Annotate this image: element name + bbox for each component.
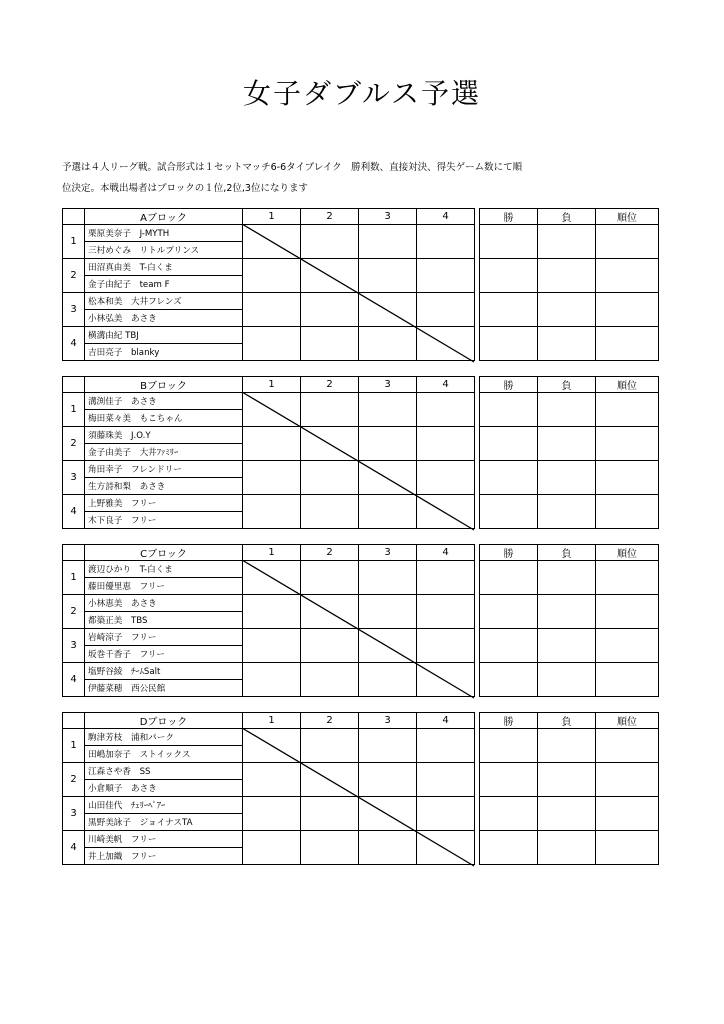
- player-name: 井上加織 フリー: [85, 848, 243, 865]
- header-blank: [63, 377, 85, 393]
- match-cell-4: [417, 259, 475, 293]
- rank-cell: [596, 663, 659, 697]
- header-match-2: 2: [301, 713, 359, 729]
- match-cell-4: [417, 663, 475, 697]
- match-cell-1: [243, 797, 301, 831]
- match-cell-1: [243, 427, 301, 461]
- header-match-1: 1: [243, 545, 301, 561]
- header-match-2: 2: [301, 209, 359, 225]
- match-cell-4: [417, 797, 475, 831]
- match-cell-3: [359, 461, 417, 495]
- team-number: 2: [63, 427, 85, 461]
- match-cell-4: [417, 327, 475, 361]
- losses-cell: [538, 427, 596, 461]
- header-match-2: 2: [301, 545, 359, 561]
- table-row: [63, 663, 659, 680]
- match-cell-3: [359, 259, 417, 293]
- match-cell-3: [359, 561, 417, 595]
- table-row: [63, 629, 659, 646]
- wins-cell: [480, 729, 538, 763]
- player-name: 藤田優里恵 フリー: [85, 578, 243, 595]
- league-table-block-3: [62, 544, 659, 697]
- block-name: Aブロック: [85, 209, 243, 225]
- table-header-row: [63, 713, 659, 729]
- header-match-4: 4: [417, 713, 475, 729]
- team-number: 4: [63, 663, 85, 697]
- header-losses: 負: [538, 713, 596, 729]
- rank-cell: [596, 595, 659, 629]
- match-cell-1: [243, 259, 301, 293]
- match-cell-4: [417, 427, 475, 461]
- rank-cell: [596, 225, 659, 259]
- wins-cell: [480, 663, 538, 697]
- rank-cell: [596, 393, 659, 427]
- table-row: [63, 225, 659, 242]
- match-cell-3: [359, 427, 417, 461]
- player-name: 小林恵美 あさき: [85, 595, 243, 612]
- header-rank: 順位: [596, 209, 659, 225]
- player-name: 田沼真由美 T-白くま: [85, 259, 243, 276]
- match-cell-2: [301, 797, 359, 831]
- match-cell-2: [301, 595, 359, 629]
- header-wins: 勝: [480, 377, 538, 393]
- block-name: Cブロック: [85, 545, 243, 561]
- team-number: 1: [63, 561, 85, 595]
- header-match-1: 1: [243, 713, 301, 729]
- block-name: Bブロック: [85, 377, 243, 393]
- header-rank: 順位: [596, 545, 659, 561]
- rank-cell: [596, 729, 659, 763]
- intro-line-1: 予選は４人リーグ戦。試合形式は１セットマッチ6-6タイブレイク 勝利数、直接対決、得失ゲーム数にて順: [62, 162, 523, 173]
- intro-line-2: 位決定。本戦出場者はブロックの１位,2位,3位になります: [62, 183, 308, 194]
- losses-cell: [538, 293, 596, 327]
- player-name: 上野雅美 フリー: [85, 495, 243, 512]
- wins-cell: [480, 393, 538, 427]
- player-name: 梅田菜々美 もこちゃん: [85, 410, 243, 427]
- team-number: 4: [63, 327, 85, 361]
- table-header-row: [63, 209, 659, 225]
- team-number: 1: [63, 225, 85, 259]
- player-name: 須藤珠美 J.O.Y: [85, 427, 243, 444]
- table-row: [63, 327, 659, 344]
- match-cell-2: [301, 763, 359, 797]
- losses-cell: [538, 225, 596, 259]
- wins-cell: [480, 629, 538, 663]
- losses-cell: [538, 461, 596, 495]
- wins-cell: [480, 293, 538, 327]
- wins-cell: [480, 831, 538, 865]
- team-number: 2: [63, 595, 85, 629]
- match-cell-1: [243, 461, 301, 495]
- match-cell-3: [359, 763, 417, 797]
- match-cell-1: [243, 831, 301, 865]
- losses-cell: [538, 495, 596, 529]
- table-row: [63, 461, 659, 478]
- match-cell-2: [301, 495, 359, 529]
- match-cell-1: [243, 393, 301, 427]
- header-rank: 順位: [596, 713, 659, 729]
- player-name: 金子由美子 大井ﾌｧﾐﾘｰ: [85, 444, 243, 461]
- header-blank: [63, 545, 85, 561]
- player-name: 横溝由紀 TBJ: [85, 327, 243, 344]
- rank-cell: [596, 461, 659, 495]
- rank-cell: [596, 327, 659, 361]
- table-row: [63, 561, 659, 578]
- header-wins: 勝: [480, 209, 538, 225]
- match-cell-4: [417, 729, 475, 763]
- rank-cell: [596, 495, 659, 529]
- wins-cell: [480, 595, 538, 629]
- match-cell-1: [243, 495, 301, 529]
- player-name: 田嶋加奈子 ストイックス: [85, 746, 243, 763]
- wins-cell: [480, 561, 538, 595]
- match-cell-2: [301, 461, 359, 495]
- team-number: 1: [63, 729, 85, 763]
- losses-cell: [538, 259, 596, 293]
- rank-cell: [596, 293, 659, 327]
- rank-cell: [596, 427, 659, 461]
- match-cell-2: [301, 293, 359, 327]
- match-cell-3: [359, 293, 417, 327]
- header-match-3: 3: [359, 209, 417, 225]
- rank-cell: [596, 561, 659, 595]
- losses-cell: [538, 663, 596, 697]
- table-header-row: [63, 545, 659, 561]
- table-row: [63, 259, 659, 276]
- wins-cell: [480, 327, 538, 361]
- match-cell-4: [417, 495, 475, 529]
- header-match-4: 4: [417, 209, 475, 225]
- header-rank: 順位: [596, 377, 659, 393]
- player-name: 山田佳代 ﾁｪﾘｰﾍﾟｱｰ: [85, 797, 243, 814]
- player-name: 渡辺ひかり T-白くま: [85, 561, 243, 578]
- match-cell-1: [243, 327, 301, 361]
- losses-cell: [538, 327, 596, 361]
- league-table-block-1: [62, 208, 659, 361]
- match-cell-1: [243, 629, 301, 663]
- header-match-4: 4: [417, 377, 475, 393]
- match-cell-3: [359, 797, 417, 831]
- table-row: [63, 495, 659, 512]
- match-cell-1: [243, 663, 301, 697]
- match-cell-2: [301, 225, 359, 259]
- match-cell-2: [301, 629, 359, 663]
- header-match-3: 3: [359, 545, 417, 561]
- match-cell-2: [301, 831, 359, 865]
- wins-cell: [480, 225, 538, 259]
- player-name: 坂巻千香子 フリー: [85, 646, 243, 663]
- header-match-4: 4: [417, 545, 475, 561]
- losses-cell: [538, 729, 596, 763]
- team-number: 4: [63, 495, 85, 529]
- header-blank: [63, 209, 85, 225]
- page-title: 女子ダブルス予選: [242, 77, 482, 110]
- losses-cell: [538, 393, 596, 427]
- rank-cell: [596, 797, 659, 831]
- table-row: [63, 831, 659, 848]
- team-number: 2: [63, 763, 85, 797]
- table-header-row: [63, 377, 659, 393]
- match-cell-2: [301, 259, 359, 293]
- table-row: [63, 729, 659, 746]
- player-name: 金子由紀子 team F: [85, 276, 243, 293]
- player-name: 三村めぐみ リトルプリンス: [85, 242, 243, 259]
- rank-cell: [596, 763, 659, 797]
- player-name: 栗原美奈子 J-MYTH: [85, 225, 243, 242]
- league-table-block-4: [62, 712, 659, 865]
- team-number: 3: [63, 797, 85, 831]
- match-cell-4: [417, 393, 475, 427]
- wins-cell: [480, 495, 538, 529]
- match-cell-3: [359, 729, 417, 763]
- match-cell-1: [243, 293, 301, 327]
- match-cell-2: [301, 561, 359, 595]
- wins-cell: [480, 427, 538, 461]
- team-number: 3: [63, 293, 85, 327]
- match-cell-4: [417, 461, 475, 495]
- player-name: 角田幸子 フレンドリー: [85, 461, 243, 478]
- match-cell-3: [359, 495, 417, 529]
- match-cell-1: [243, 561, 301, 595]
- match-cell-3: [359, 327, 417, 361]
- header-match-3: 3: [359, 377, 417, 393]
- team-number: 4: [63, 831, 85, 865]
- player-name: 塩野谷綾 ﾁｰﾑSalt: [85, 663, 243, 680]
- player-name: 生方詩和梨 あさき: [85, 478, 243, 495]
- match-cell-4: [417, 629, 475, 663]
- team-number: 3: [63, 461, 85, 495]
- match-cell-1: [243, 763, 301, 797]
- team-number: 1: [63, 393, 85, 427]
- player-name: 吉田亮子 blanky: [85, 344, 243, 361]
- table-row: [63, 427, 659, 444]
- header-match-3: 3: [359, 713, 417, 729]
- match-cell-4: [417, 763, 475, 797]
- match-cell-1: [243, 225, 301, 259]
- match-cell-2: [301, 327, 359, 361]
- player-name: 岩崎涼子 フリー: [85, 629, 243, 646]
- player-name: 伊藤菜穂 西公民館: [85, 680, 243, 697]
- header-match-1: 1: [243, 377, 301, 393]
- table-row: [63, 595, 659, 612]
- match-cell-3: [359, 831, 417, 865]
- league-table-block-2: [62, 376, 659, 529]
- team-number: 2: [63, 259, 85, 293]
- table-row: [63, 763, 659, 780]
- match-cell-3: [359, 629, 417, 663]
- table-row: [63, 393, 659, 410]
- wins-cell: [480, 259, 538, 293]
- header-wins: 勝: [480, 713, 538, 729]
- match-cell-4: [417, 831, 475, 865]
- match-cell-2: [301, 729, 359, 763]
- losses-cell: [538, 561, 596, 595]
- table-row: [63, 293, 659, 310]
- header-wins: 勝: [480, 545, 538, 561]
- player-name: 都築正美 TBS: [85, 612, 243, 629]
- match-cell-4: [417, 225, 475, 259]
- losses-cell: [538, 629, 596, 663]
- match-cell-3: [359, 595, 417, 629]
- match-cell-2: [301, 427, 359, 461]
- match-cell-2: [301, 393, 359, 427]
- wins-cell: [480, 763, 538, 797]
- losses-cell: [538, 797, 596, 831]
- match-cell-1: [243, 595, 301, 629]
- player-name: 駒津芳枝 浦和パーク: [85, 729, 243, 746]
- losses-cell: [538, 831, 596, 865]
- rank-cell: [596, 831, 659, 865]
- header-match-2: 2: [301, 377, 359, 393]
- match-cell-3: [359, 663, 417, 697]
- player-name: 江森さや香 SS: [85, 763, 243, 780]
- player-name: 黒野美詠子 ジョイナスTA: [85, 814, 243, 831]
- rank-cell: [596, 629, 659, 663]
- wins-cell: [480, 461, 538, 495]
- team-number: 3: [63, 629, 85, 663]
- match-cell-4: [417, 561, 475, 595]
- table-row: [63, 797, 659, 814]
- player-name: 小倉順子 あさき: [85, 780, 243, 797]
- player-name: 木下良子 フリー: [85, 512, 243, 529]
- losses-cell: [538, 595, 596, 629]
- player-name: 小林弘美 あさき: [85, 310, 243, 327]
- match-cell-2: [301, 663, 359, 697]
- block-name: Dブロック: [85, 713, 243, 729]
- match-cell-3: [359, 225, 417, 259]
- header-losses: 負: [538, 377, 596, 393]
- losses-cell: [538, 763, 596, 797]
- player-name: 川崎美帆 フリー: [85, 831, 243, 848]
- match-cell-1: [243, 729, 301, 763]
- header-losses: 負: [538, 209, 596, 225]
- match-cell-4: [417, 595, 475, 629]
- rank-cell: [596, 259, 659, 293]
- match-cell-4: [417, 293, 475, 327]
- intro-text: [62, 157, 622, 199]
- player-name: 松本和美 大井フレンズ: [85, 293, 243, 310]
- match-cell-3: [359, 393, 417, 427]
- wins-cell: [480, 797, 538, 831]
- header-losses: 負: [538, 545, 596, 561]
- header-match-1: 1: [243, 209, 301, 225]
- player-name: 溝渕佳子 あさき: [85, 393, 243, 410]
- header-blank: [63, 713, 85, 729]
